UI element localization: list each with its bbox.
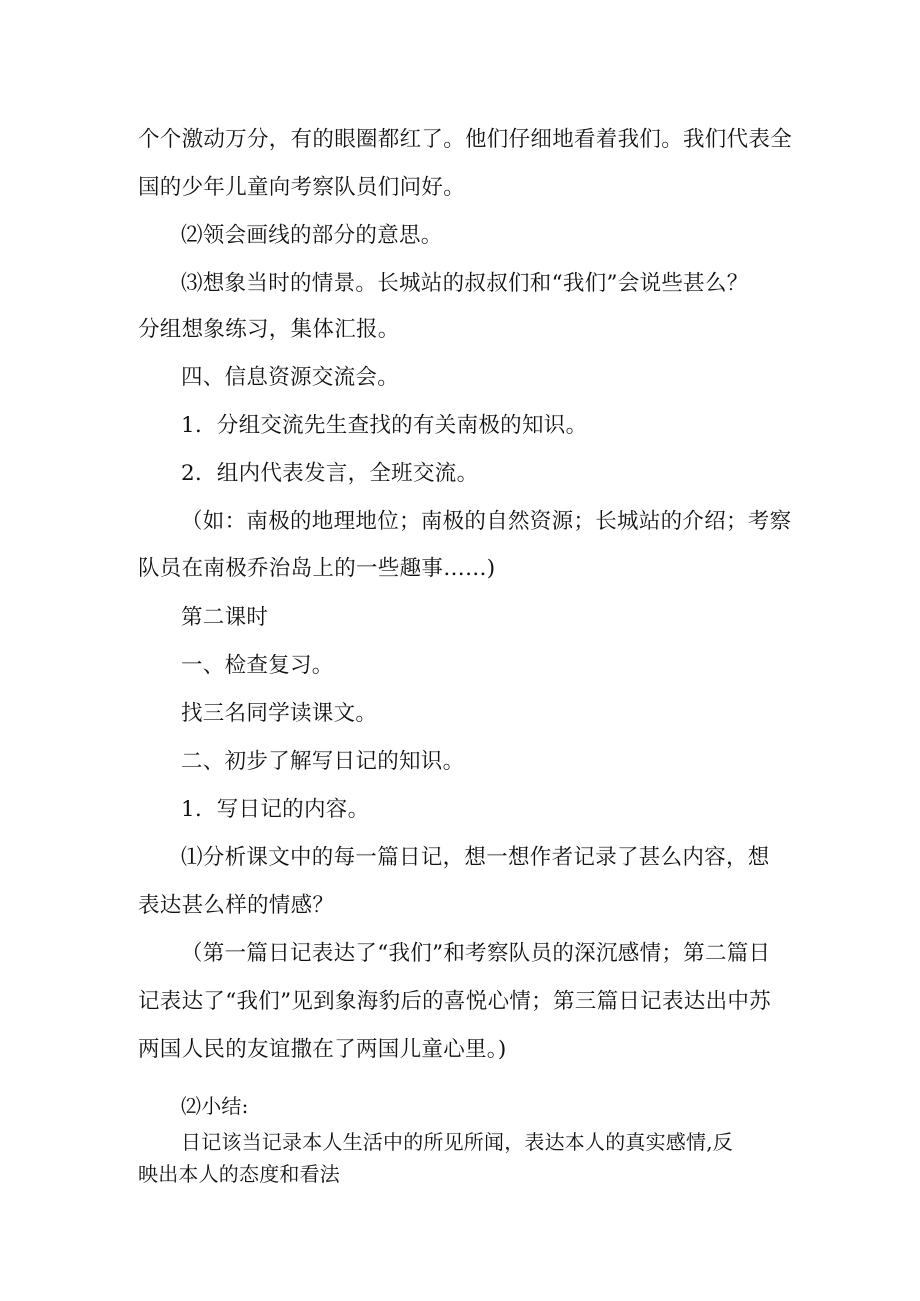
- text-line: 1．分组交流先生查找的有关南极的知识。: [181, 413, 588, 438]
- text-line: 分组想象练习，集体汇报。: [138, 317, 400, 342]
- text-line: 2．组内代表发言，全班交流。: [181, 461, 479, 486]
- text-line: 映出本人的态度和看法: [138, 1162, 340, 1186]
- text-line: 两国人民的友谊撒在了两国儿童心里。): [138, 1037, 507, 1062]
- text-line: 1．写日记的内容。: [181, 797, 370, 822]
- section-heading: 四、信息资源交流会。: [181, 365, 400, 390]
- text-line: ⑶想象当时的情景。长城站的叔叔们和“我们”会说些甚么？: [181, 271, 749, 296]
- text-line: 队员在南极乔治岛上的一些趣事……): [138, 556, 496, 581]
- section-heading: 一、检查复习。: [181, 653, 334, 678]
- text-line: 表达甚么样的情感？: [138, 893, 335, 918]
- summary-heading: ⑵小结:: [181, 1094, 249, 1118]
- section-heading: 二、初步了解写日记的知识。: [181, 749, 465, 774]
- text-line: 个个激动万分，有的眼圈都红了。他们仔细地看着我们。我们代表全: [138, 127, 793, 152]
- lesson-heading: 第二课时: [181, 605, 269, 630]
- text-line: 日记该当记录本人生活中的所见所闻，表达本人的真实感情,反: [181, 1130, 733, 1154]
- text-line: （如：南极的地理地位；南极的自然资源；长城站的介绍；考察: [181, 509, 792, 534]
- text-line: 国的少年儿童向考察队员们问好。: [138, 175, 466, 200]
- text-line: ⑴分析课文中的每一篇日记，想一想作者记录了甚么内容，想: [181, 845, 770, 870]
- text-line: （第一篇日记表达了“我们”和考察队员的深沉感情；第二篇日: [181, 941, 771, 966]
- text-line: 记表达了“我们”见到象海豹后的喜悦心情；第三篇日记表达出中苏: [138, 989, 771, 1014]
- text-line: ⑵领会画线的部分的意思。: [181, 223, 443, 248]
- text-line: 找三名同学读课文。: [181, 701, 378, 726]
